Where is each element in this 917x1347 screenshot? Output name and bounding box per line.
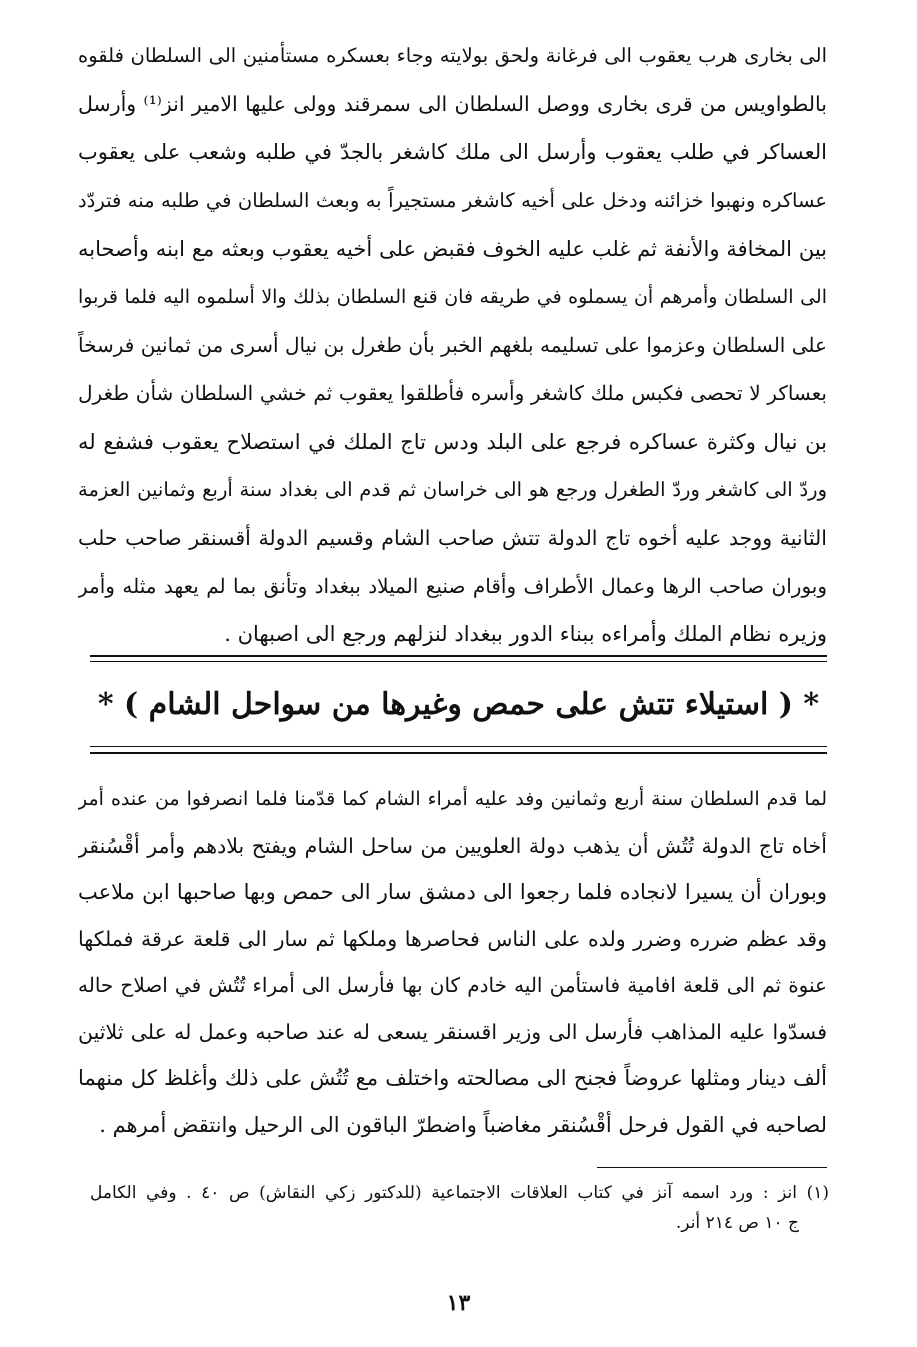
text-line: لصاحبه في القول فرحل أقْسُنقر مغاضباً واضطرّ الباقون الى الرحيل وانتقض أمرهم . [99,1112,827,1137]
footnote [90,1178,829,1238]
text-line: بالطواويس من قرى بخارى ووصل السلطان الى سمرقند وولى عليها الامير انز⁽¹⁾ وأرسل [78,92,827,117]
section-heading: * ( استيلاء تتش على حمص وغيرها من سواحل الشام ) * [97,687,820,722]
text-line: فسدّوا عليه المذاهب فأرسل الى وزير اقسنقر يسعى له عند صاحبه وعمل له على ثلاثين [78,1019,827,1044]
text-line: وقد عظم ضرره وضرر ولده على الناس فحاصرها وملكها ثم سار الى قلعة عرقة فملكها [78,926,827,951]
text-line: العساكر في طلب يعقوب وأرسل الى ملك كاشغر بالجدّ في طلبه وشعب على يعقوب [78,140,827,165]
text-line: لما قدم السلطان سنة أربع وثمانين وفد عليه أمراء الشام كما قدّمنا فلما انصرفوا من عنده أمر [78,788,827,810]
text-line: ألف دينار ومثلها عروضاً فجنح الى مصالحته واختلف مع تُتُش على ذلك وأغلظ كل منهما [78,1066,827,1090]
text-line: بعساكر لا تحصى فكبس ملك كاشغر وأسره فأطلقوا يعقوب ثم خشي السلطان شأن طغرل [78,381,827,406]
text-line: الى بخارى هرب يعقوب الى فرغانة ولحق بولايته وجاء بعسكره مستأمنين الى السلطان فلقوه [78,44,827,67]
text-line: على السلطان وعزموا على تسليمه بلغهم الخبر بأن طغرل بن نيال أسرى من ثمانين فرسخاً [78,333,827,358]
text-line: عنوة ثم الى قلعة افامية فاستأمن اليه خادم كان بها فأرسل الى أمراء تُتُش في اصلاح حاله [78,973,827,997]
text-line: الى السلطان وأمرهم أن يسملوه في طريقه فان قنع السلطان بذلك والا أسلموه اليه فلما قربوا [78,285,827,308]
text-line: وزيره نظام الملك وأمراءه ببناء الدور ببغداد لنزلهم ورجع الى اصبهان . [224,622,827,647]
heading-top-rule-thin [90,661,827,662]
footnote-line: (١) انز : ورد اسمه آنز في كتاب العلاقات الاجتماعية (للدكتور زكي النقاش) ص ٤٠ . وفي الكامل [90,1183,829,1203]
paragraph-1 [78,32,827,658]
text-line: بن نيال وكثرة عساكره فرجع على البلد ودس تاج الملك في استصلاح يعقوب فشفع له [78,429,827,454]
paragraph-2 [78,776,827,1148]
heading-bottom-rule [90,752,827,754]
footnote-line: ج ١٠ ص ٢١٤ أنر. [675,1213,799,1233]
text-line: عساكره ونهبوا خزائنه ودخل على أخيه كاشغر مستجيراً به وبعث السلطان في طلبه منه فتردّد [78,188,827,212]
heading-top-rule [90,655,827,657]
text-line: أخاه تاج الدولة تُتُش أن يذهب دولة العلويين من ساحل الشام ويفتح بلادهم وأمر أقْسُنقر [78,833,827,858]
footnote-separator [597,1167,827,1168]
text-line: وبوران أن يسيرا لانجاده فلما رجعوا الى دمشق سار الى حمص وبها صاحبها ابن ملاعب [78,880,827,904]
text-line: وردّ الى كاشغر وردّ الطغرل ورجع هو الى خراسان ثم قدم الى بغداد سنة أربع وثمانين العزمة [78,477,827,501]
text-line: وبوران صاحب الرها وعمال الأطراف وأقام صنيع الميلاد ببغداد وتأنق بما لم يعهد مثله وأمر [78,574,827,599]
page-number: ١٣ [446,1290,471,1316]
text-line: بين المخافة والأنفة ثم غلب عليه الخوف فقبض على أخيه يعقوب وبعثه مع ابنه وأصحابه [78,236,827,261]
heading-bottom-rule-thin [90,746,827,747]
text-line: الثانية ووجد عليه أخوه تاج الدولة تتش صاحب الشام وقسيم الدولة أقسنقر صاحب حلب [78,525,827,550]
